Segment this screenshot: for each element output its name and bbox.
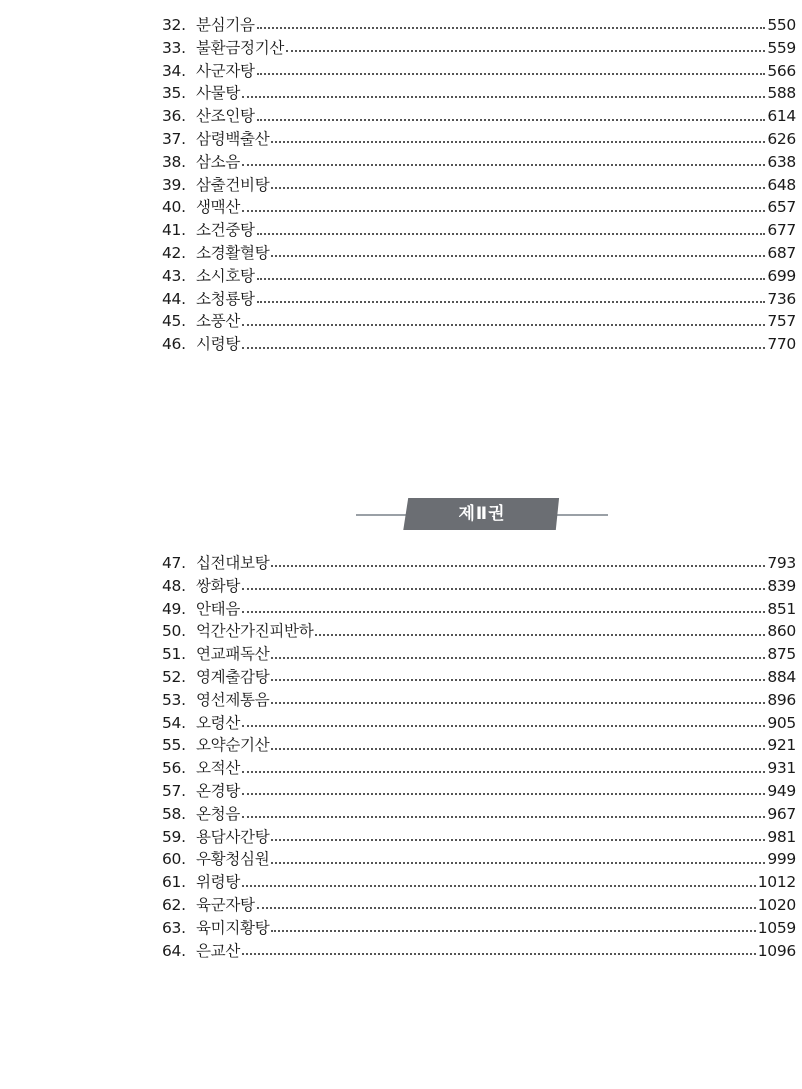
entry-number: 46. bbox=[162, 335, 186, 354]
entry-page-number: 657 bbox=[767, 198, 796, 217]
entry-page-number: 949 bbox=[767, 781, 796, 800]
dot-leader bbox=[242, 816, 765, 818]
toc-entry[interactable] bbox=[162, 105, 796, 128]
entry-title: 쌍화탕 bbox=[196, 576, 241, 595]
dot-leader bbox=[242, 885, 756, 887]
toc-entry[interactable] bbox=[162, 552, 796, 575]
dot-leader bbox=[242, 347, 765, 349]
entry-page-number: 550 bbox=[767, 16, 796, 34]
entry-number: 42. bbox=[162, 243, 186, 262]
dot-leader bbox=[242, 210, 765, 212]
toc-entry[interactable] bbox=[162, 848, 796, 871]
toc-entry[interactable] bbox=[162, 151, 796, 174]
entry-page-number: 1059 bbox=[757, 918, 796, 937]
toc-entry[interactable] bbox=[162, 620, 796, 643]
entry-number: 59. bbox=[162, 827, 186, 846]
dot-leader bbox=[242, 953, 756, 955]
entry-title: 소시호탕 bbox=[196, 266, 255, 285]
entry-page-number: 588 bbox=[767, 84, 796, 103]
entry-page-number: 1096 bbox=[757, 941, 796, 960]
toc-entry[interactable] bbox=[162, 894, 796, 917]
entry-number: 41. bbox=[162, 221, 186, 240]
entry-page-number: 566 bbox=[767, 61, 796, 80]
dot-leader bbox=[242, 771, 765, 773]
entry-title: 소건중탕 bbox=[196, 221, 255, 240]
entry-number: 51. bbox=[162, 645, 186, 664]
entry-number: 53. bbox=[162, 690, 186, 709]
toc-entry[interactable] bbox=[162, 871, 796, 894]
entry-page-number: 896 bbox=[767, 690, 796, 709]
entry-title: 영선제통음 bbox=[196, 690, 270, 709]
dot-leader bbox=[242, 611, 765, 613]
dot-leader bbox=[257, 907, 756, 909]
entry-title: 오령산 bbox=[196, 713, 241, 732]
entry-number: 56. bbox=[162, 759, 186, 778]
entry-title: 소청룡탕 bbox=[196, 289, 255, 308]
toc-entry[interactable] bbox=[162, 14, 796, 37]
dot-leader bbox=[257, 233, 766, 235]
entry-page-number: 931 bbox=[767, 759, 796, 778]
entry-page-number: 614 bbox=[767, 107, 796, 126]
dot-leader bbox=[242, 324, 765, 326]
entry-number: 32. bbox=[162, 16, 186, 34]
dot-leader bbox=[271, 862, 765, 864]
entry-title: 사군자탕 bbox=[196, 61, 255, 80]
entry-number: 60. bbox=[162, 850, 186, 869]
entry-page-number: 1020 bbox=[757, 895, 796, 914]
dot-leader bbox=[257, 278, 766, 280]
toc-entry[interactable] bbox=[162, 242, 796, 265]
entry-number: 58. bbox=[162, 804, 186, 823]
entry-number: 34. bbox=[162, 61, 186, 80]
toc-entry[interactable] bbox=[162, 219, 796, 242]
entry-page-number: 851 bbox=[767, 599, 796, 618]
entry-title: 육군자탕 bbox=[196, 895, 255, 914]
entry-number: 52. bbox=[162, 667, 186, 686]
entry-page-number: 860 bbox=[767, 622, 796, 641]
entry-page-number: 981 bbox=[767, 827, 796, 846]
entry-title: 시령탕 bbox=[196, 335, 241, 354]
entry-page-number: 999 bbox=[767, 850, 796, 869]
dot-leader bbox=[271, 657, 765, 659]
toc-entry[interactable] bbox=[162, 37, 796, 60]
entry-title: 억간산가진피반하 bbox=[196, 622, 314, 641]
entry-number: 45. bbox=[162, 312, 186, 331]
entry-title: 은교산 bbox=[196, 941, 241, 960]
entry-number: 64. bbox=[162, 941, 186, 960]
entry-title: 안태음 bbox=[196, 599, 241, 618]
entry-page-number: 699 bbox=[767, 266, 796, 285]
entry-number: 63. bbox=[162, 918, 186, 937]
entry-page-number: 770 bbox=[767, 335, 796, 354]
entry-page-number: 638 bbox=[767, 152, 796, 171]
dot-leader bbox=[257, 119, 766, 121]
dot-leader bbox=[286, 50, 765, 52]
entry-title: 소경활혈탕 bbox=[196, 243, 270, 262]
entry-number: 49. bbox=[162, 599, 186, 618]
toc-entry[interactable] bbox=[162, 128, 796, 151]
dot-leader bbox=[271, 702, 765, 704]
toc-entry[interactable] bbox=[162, 734, 796, 757]
entry-title: 삼령백출산 bbox=[196, 129, 270, 148]
entry-page-number: 967 bbox=[767, 804, 796, 823]
entry-page-number: 736 bbox=[767, 289, 796, 308]
toc-entry[interactable] bbox=[162, 333, 796, 356]
toc-entry[interactable] bbox=[162, 757, 796, 780]
dot-leader bbox=[242, 96, 765, 98]
entry-title: 위령탕 bbox=[196, 873, 241, 892]
toc-entry[interactable] bbox=[162, 780, 796, 803]
entry-title: 삼소음 bbox=[196, 152, 241, 171]
entry-title: 삼출건비탕 bbox=[196, 175, 270, 194]
entry-number: 55. bbox=[162, 736, 186, 755]
dot-leader bbox=[271, 930, 755, 932]
dot-leader bbox=[242, 164, 765, 166]
toc-list-bottom bbox=[162, 552, 796, 962]
toc-entry[interactable] bbox=[162, 803, 796, 826]
dot-leader bbox=[271, 187, 765, 189]
entry-number: 43. bbox=[162, 266, 186, 285]
toc-entry[interactable] bbox=[162, 310, 796, 333]
dot-leader bbox=[257, 73, 766, 75]
entry-number: 44. bbox=[162, 289, 186, 308]
entry-title: 십전대보탕 bbox=[196, 554, 270, 572]
entry-title: 소풍산 bbox=[196, 312, 241, 331]
entry-number: 35. bbox=[162, 84, 186, 103]
toc-entry[interactable] bbox=[162, 940, 796, 963]
entry-number: 61. bbox=[162, 873, 186, 892]
entry-page-number: 793 bbox=[767, 554, 796, 572]
entry-title: 불환금정기산 bbox=[196, 38, 285, 57]
toc-entry[interactable] bbox=[162, 689, 796, 712]
dot-leader bbox=[271, 748, 765, 750]
dot-leader bbox=[242, 793, 765, 795]
toc-entry[interactable] bbox=[162, 196, 796, 219]
entry-number: 37. bbox=[162, 129, 186, 148]
entry-number: 36. bbox=[162, 107, 186, 126]
dot-leader bbox=[242, 588, 765, 590]
entry-page-number: 921 bbox=[767, 736, 796, 755]
volume-title: 제Ⅱ권 bbox=[458, 504, 506, 524]
dot-leader bbox=[271, 839, 765, 841]
entry-number: 40. bbox=[162, 198, 186, 217]
toc-entry[interactable] bbox=[162, 917, 796, 940]
entry-title: 영계출감탕 bbox=[196, 667, 270, 686]
entry-number: 47. bbox=[162, 554, 186, 572]
entry-title: 우황청심원 bbox=[196, 850, 270, 869]
entry-title: 온경탕 bbox=[196, 781, 241, 800]
dot-leader bbox=[271, 679, 765, 681]
dot-leader bbox=[315, 634, 765, 636]
entry-number: 39. bbox=[162, 175, 186, 194]
dot-leader bbox=[242, 725, 765, 727]
entry-page-number: 648 bbox=[767, 175, 796, 194]
entry-page-number: 1012 bbox=[757, 873, 796, 892]
entry-page-number: 884 bbox=[767, 667, 796, 686]
entry-page-number: 839 bbox=[767, 576, 796, 595]
entry-title: 오적산 bbox=[196, 759, 241, 778]
entry-title: 용담사간탕 bbox=[196, 827, 270, 846]
entry-page-number: 687 bbox=[767, 243, 796, 262]
toc-list-top bbox=[162, 14, 796, 356]
entry-page-number: 875 bbox=[767, 645, 796, 664]
entry-number: 33. bbox=[162, 38, 186, 57]
entry-title: 연교패독산 bbox=[196, 645, 270, 664]
entry-number: 38. bbox=[162, 152, 186, 171]
entry-title: 온청음 bbox=[196, 804, 241, 823]
entry-number: 57. bbox=[162, 781, 186, 800]
toc-entry[interactable] bbox=[162, 598, 796, 621]
dot-leader bbox=[271, 565, 765, 567]
entry-title: 생맥산 bbox=[196, 198, 241, 217]
entry-number: 54. bbox=[162, 713, 186, 732]
entry-page-number: 905 bbox=[767, 713, 796, 732]
entry-title: 육미지황탕 bbox=[196, 918, 270, 937]
entry-number: 50. bbox=[162, 622, 186, 641]
entry-title: 사물탕 bbox=[196, 84, 241, 103]
toc-entry[interactable] bbox=[162, 174, 796, 197]
toc-entry[interactable] bbox=[162, 643, 796, 666]
toc-entry[interactable] bbox=[162, 82, 796, 105]
entry-title: 산조인탕 bbox=[196, 107, 255, 126]
volume-header bbox=[356, 498, 608, 534]
entry-page-number: 559 bbox=[767, 38, 796, 57]
toc-entry[interactable] bbox=[162, 666, 796, 689]
toc-entry[interactable] bbox=[162, 288, 796, 311]
toc-entry[interactable] bbox=[162, 826, 796, 849]
entry-page-number: 626 bbox=[767, 129, 796, 148]
entry-number: 48. bbox=[162, 576, 186, 595]
toc-entry[interactable] bbox=[162, 575, 796, 598]
dot-leader bbox=[257, 27, 766, 29]
entry-page-number: 757 bbox=[767, 312, 796, 331]
toc-entry[interactable] bbox=[162, 265, 796, 288]
dot-leader bbox=[271, 255, 765, 257]
dot-leader bbox=[271, 141, 765, 143]
entry-title: 오약순기산 bbox=[196, 736, 270, 755]
entry-page-number: 677 bbox=[767, 221, 796, 240]
toc-entry[interactable] bbox=[162, 60, 796, 83]
entry-title: 분심기음 bbox=[196, 16, 255, 34]
entry-number: 62. bbox=[162, 895, 186, 914]
dot-leader bbox=[257, 301, 766, 303]
toc-entry[interactable] bbox=[162, 712, 796, 735]
